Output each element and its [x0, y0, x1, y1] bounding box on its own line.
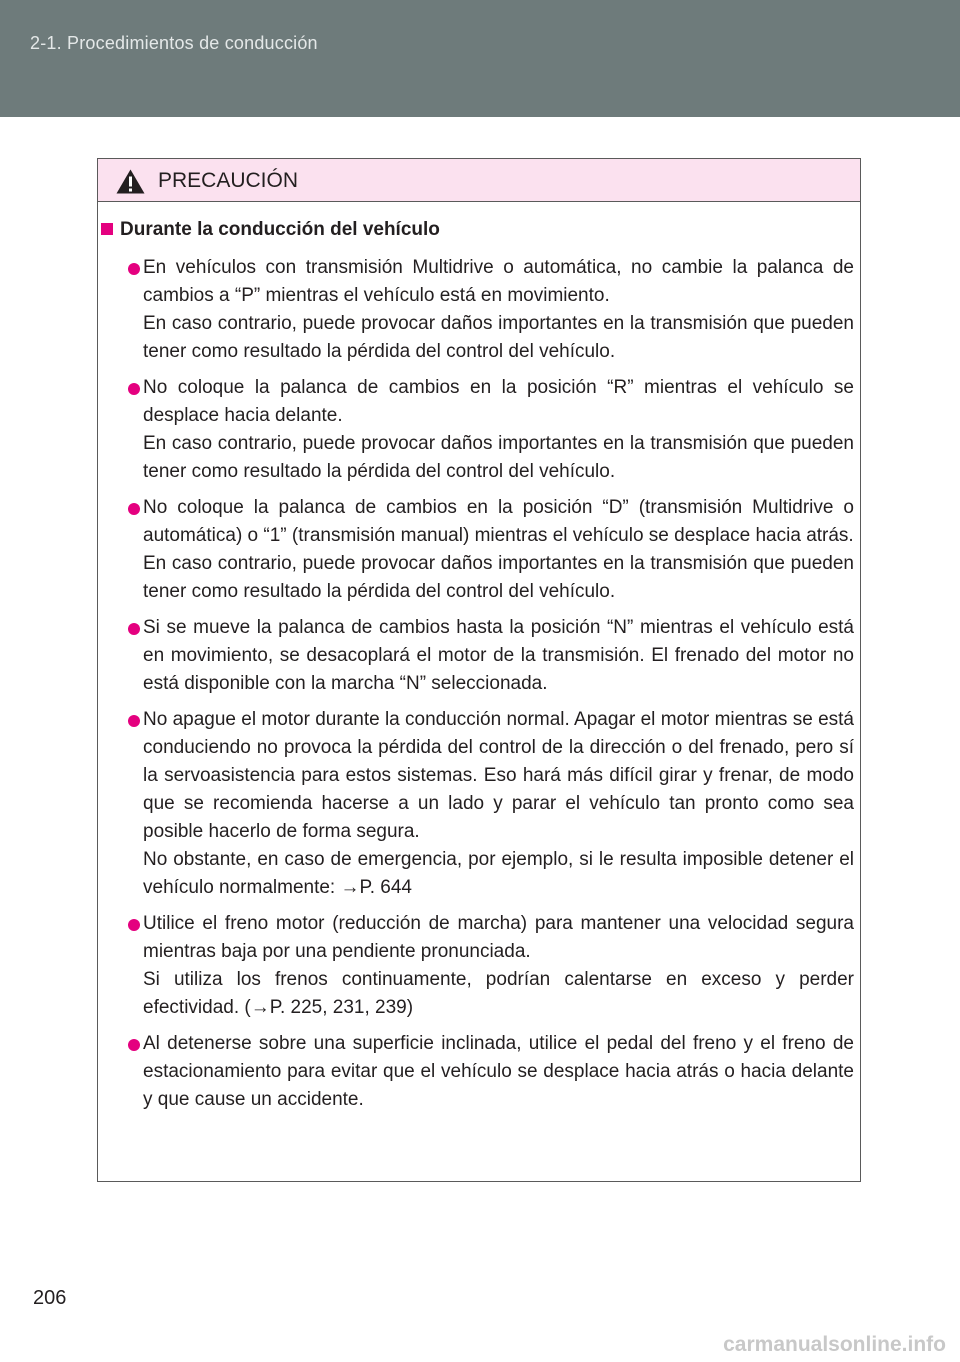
warning-triangle-icon — [115, 168, 146, 195]
page-number: 206 — [33, 1287, 67, 1309]
bullet-dot-icon — [128, 919, 140, 931]
square-bullet-icon — [101, 223, 113, 235]
page-header — [0, 0, 960, 117]
bullet-dot-icon — [128, 383, 140, 395]
item-paragraph: Si utiliza los frenos continuamente, podrían calentarse en exceso y perder efectividad. (→P. 225, 231, 239) — [143, 969, 854, 1018]
section-heading — [101, 219, 440, 241]
item-paragraph: En vehículos con transmisión Multidrive o automática, no cambie la palanca de cambios a “P” mientras el vehículo está en movimiento. — [143, 257, 854, 306]
item-paragraph: En caso contrario, puede provocar daños importantes en la transmisión que pueden tener como resultado la pérdida del control del vehículo. — [143, 313, 854, 362]
list-item — [98, 1030, 860, 1114]
item-paragraph: Al detenerse sobre una superficie inclinada, utilice el pedal del freno y el freno de estacionamiento para evitar que el vehículo se desplace hacia atrás o hacia delante y que cause un accidente. — [143, 1033, 854, 1110]
item-paragraph: En caso contrario, puede provocar daños importantes en la transmisión que pueden tener como resultado la pérdida del control del vehículo. — [143, 553, 854, 602]
section-heading-text: Durante la conducción del vehículo — [120, 219, 440, 240]
caution-header — [98, 159, 860, 202]
item-paragraph: No obstante, en caso de emergencia, por ejemplo, si le resulta imposible detener el vehículo normalmente: →P. 644 — [143, 849, 854, 898]
caution-box — [97, 158, 861, 1182]
list-item — [98, 614, 860, 698]
caution-list — [98, 254, 860, 1122]
watermark: carmanualsonline.info — [723, 1333, 946, 1356]
item-paragraph: En caso contrario, puede provocar daños importantes en la transmisión que pueden tener como resultado la pérdida del control del vehículo. — [143, 433, 854, 482]
item-paragraph: No apague el motor durante la conducción normal. Apagar el motor mientras se está conduciendo no provoca la pérdida del control de la dirección o del frenado, pero sí la servoasistencia para estos sistemas. Eso hará más difícil girar y frenar, de modo que se recomienda hacerse a un lado y parar el vehículo tan pronto como sea posible hacerlo de forma segura. — [143, 709, 854, 842]
bullet-dot-icon — [128, 715, 140, 727]
list-item — [98, 494, 860, 606]
item-paragraph: Utilice el freno motor (reducción de marcha) para mantener una velocidad segura mientras baja por una pendiente pronunciada. — [143, 913, 854, 962]
bullet-dot-icon — [128, 623, 140, 635]
item-paragraph: Si se mueve la palanca de cambios hasta la posición “N” mientras el vehículo está en movimiento, se desacoplará el motor de la transmisión. El frenado del motor no está disponible con la marcha “N” seleccionada. — [143, 617, 854, 694]
caution-title: PRECAUCIÓN — [158, 169, 299, 192]
list-item — [98, 706, 860, 902]
item-paragraph: No coloque la palanca de cambios en la posición “D” (transmisión Multidrive o automática) o “1” (transmisión manual) mientras el vehículo se desplace hacia atrás. — [143, 497, 854, 546]
bullet-dot-icon — [128, 503, 140, 515]
item-paragraph: No coloque la palanca de cambios en la posición “R” mientras el vehículo se desplace hacia delante. — [143, 377, 854, 426]
section-title: 2-1. Procedimientos de conducción — [30, 33, 318, 53]
bullet-dot-icon — [128, 1039, 140, 1051]
list-item — [98, 374, 860, 486]
list-item — [98, 254, 860, 366]
bullet-dot-icon — [128, 263, 140, 275]
list-item — [98, 910, 860, 1022]
